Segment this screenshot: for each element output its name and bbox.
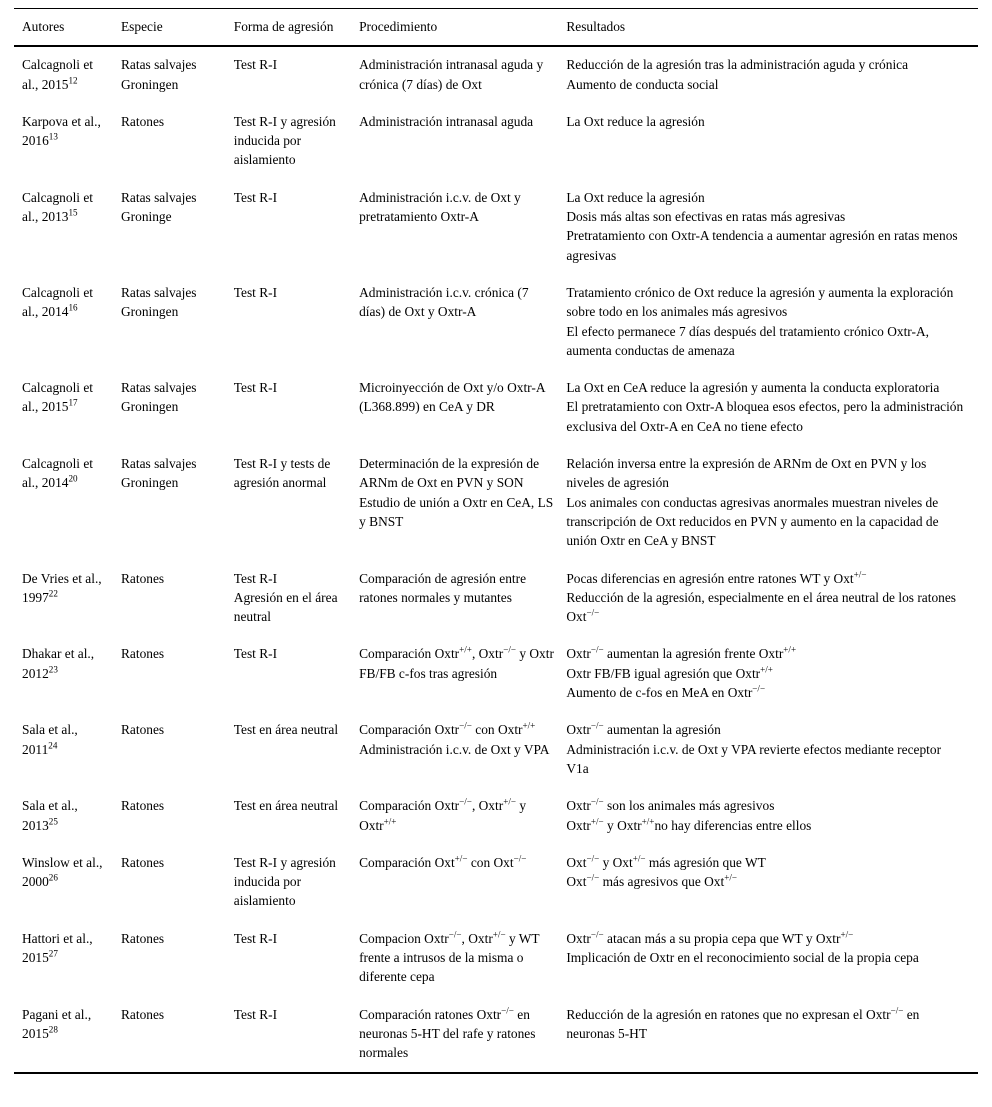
cell-resultados [566,788,978,845]
resultados-line: Oxtr−/− aumentan la agresión frente Oxtr+/+ [566,644,797,662]
header-row [14,9,978,47]
especie-line: Ratones [121,570,165,586]
cell-forma-de-agresion [234,712,359,788]
forma-line: Test R-I y agresión inducida por aislamiento [233,854,336,909]
resultados-line: Oxtr−/− son los animales más agresivos [566,796,775,814]
table-row [14,712,978,788]
procedimiento-line: Administración i.c.v. crónica (7 días) de Oxt y Oxtr-A [359,284,529,320]
autores-line: Pagani et al., 2015$^{28}$ [22,1006,92,1041]
cell-autores [14,180,121,275]
resultados-line: Oxtr−/− aumentan la agresión [566,720,721,738]
resultados-line: Aumento de c-fos en MeA en Oxtr−/− [566,683,766,701]
forma-line: Test R-I [233,189,278,205]
procedimiento-line: Comparación Oxt+/− con Oxt−/− [359,853,527,870]
procedimiento-line: Administración i.c.v. de Oxt y pretratamiento Oxtr-A [359,189,521,225]
table-row [14,788,978,845]
column-header-forma-de-agresion: Forma de agresión [234,9,359,47]
cell-procedimiento [359,446,566,560]
studies-table [14,8,978,1074]
cell-autores [14,845,121,921]
autores-line: Sala et al., 2013$^{25}$ [22,798,78,833]
especie-line: Ratones [121,798,165,814]
cell-autores [14,446,121,560]
resultados-line: La Oxt en CeA reduce la agresión y aumenta la conducta exploratoria [566,380,940,396]
cell-especie [121,845,234,921]
cell-autores [14,275,121,370]
cell-procedimiento [359,712,566,788]
especie-line: Ratas salvajes Groningen [121,284,197,320]
cell-especie [121,561,234,637]
cell-especie [121,46,234,104]
cell-autores [14,788,121,845]
resultados-line: Reducción de la agresión, especialmente en el área neutral de los ratones Oxt−/− [566,589,956,625]
forma-line: Test R-I [233,646,278,662]
cell-forma-de-agresion [234,46,359,104]
table-row [14,370,978,446]
cell-autores [14,46,121,104]
procedimiento-line: Comparación Oxtr−/−, Oxtr+/− y Oxtr+/+ [359,796,527,833]
resultados-line: El efecto permanece 7 días después del tratamiento crónico Oxtr-A, aumenta conductas de amenaza [566,323,929,358]
autores-line: Calcagnoli et al., 2014$^{16}$ [22,284,94,320]
forma-line: Test R-I [233,1006,278,1022]
cell-forma-de-agresion [234,275,359,370]
especie-line: Ratones [121,1006,165,1022]
cell-procedimiento [359,845,566,921]
autores-line: Calcagnoli et al., 2013$^{15}$ [22,189,94,225]
cell-procedimiento [359,180,566,275]
resultados-line: La Oxt reduce la agresión [566,113,705,129]
cell-forma-de-agresion [234,446,359,560]
column-header-autores: Autores [14,9,121,47]
autores-line: De Vries et al., 1997$^{22}$ [22,570,102,605]
procedimiento-line: Microinyección de Oxt y/o Oxtr-A (L368.899) en CeA y DR [359,380,545,415]
resultados-line: Relación inversa entre la expresión de ARNm de Oxt en PVN y los niveles de agresión [566,456,927,491]
resultados-line: Oxtr+/− y Oxtr+/+no hay diferencias entre ellos [566,816,812,833]
table-row [14,104,978,180]
cell-procedimiento [359,104,566,180]
cell-resultados [566,636,978,712]
procedimiento-line: Comparación de agresión entre ratones normales y mutantes [359,570,527,605]
cell-procedimiento [359,275,566,370]
cell-especie [121,712,234,788]
cell-autores [14,921,121,997]
resultados-line: La Oxt reduce la agresión [566,189,705,205]
cell-resultados [566,446,978,560]
table-body [14,46,978,1073]
especie-line: Ratas salvajes Groningen [121,456,197,491]
resultados-line: Oxt−/− y Oxt+/− más agresión que WT [566,853,766,870]
forma-line: Test R-I [233,284,278,300]
procedimiento-line: Administración i.c.v. de Oxt y VPA [359,741,550,757]
cell-procedimiento [359,788,566,845]
resultados-line: Dosis más altas son efectivas en ratas más agresivas [566,209,846,225]
forma-line: Test R-I [233,570,278,586]
cell-resultados [566,845,978,921]
table-row [14,636,978,712]
especie-line: Ratones [121,722,165,738]
resultados-line: Reducción de la agresión en ratones que no expresan el Oxtr−/− en neuronas 5-HT [566,1005,920,1041]
cell-especie [121,636,234,712]
column-header-especie: Especie [121,9,234,47]
especie-line: Ratones [121,646,165,662]
cell-forma-de-agresion [234,997,359,1074]
cell-especie [121,446,234,560]
cell-procedimiento [359,997,566,1074]
cell-procedimiento [359,46,566,104]
cell-especie [121,921,234,997]
autores-line: Sala et al., 2011$^{24}$ [22,722,78,757]
resultados-line: Los animales con conductas agresivas anormales muestran niveles de transcripción de Oxt reducidos en PVN y aumento en la capacidad de unión Oxtr en CeA y BNST [566,494,939,549]
autores-line: Calcagnoli et al., 2015$^{12}$ [22,57,94,92]
resultados-line: Tratamiento crónico de Oxt reduce la agresión y aumenta la exploración sobre todo en los animales más agresivos [566,284,954,320]
procedimiento-line: Administración intranasal aguda y crónica (7 días) de Oxt [359,57,544,92]
table-row [14,997,978,1074]
cell-especie [121,275,234,370]
cell-autores [14,370,121,446]
cell-resultados [566,997,978,1074]
resultados-line: Administración i.c.v. de Oxt y VPA revierte efectos mediante receptor V1a [566,741,942,776]
cell-forma-de-agresion [234,636,359,712]
cell-forma-de-agresion [234,845,359,921]
cell-forma-de-agresion [234,788,359,845]
especie-line: Ratones [121,113,165,129]
cell-autores [14,712,121,788]
resultados-line: Reducción de la agresión tras la administración aguda y crónica [566,57,909,73]
cell-especie [121,370,234,446]
cell-resultados [566,370,978,446]
cell-resultados [566,712,978,788]
cell-autores [14,997,121,1074]
cell-resultados [566,104,978,180]
forma-line: Test R-I [233,930,278,946]
autores-line: Dhakar et al., 2012$^{23}$ [22,646,95,681]
resultados-line: Pocas diferencias en agresión entre ratones WT y Oxt+/− [566,569,867,586]
forma-line: Test en área neutral [233,722,339,738]
resultados-line: Pretratamiento con Oxtr-A tendencia a aumentar agresión en ratas menos agresivas [566,228,958,263]
table-row [14,561,978,637]
procedimiento-line: Determinación de la expresión de ARNm de Oxt en PVN y SON [359,456,540,491]
autores-line: Hattori et al., 2015$^{27}$ [22,930,93,965]
especie-line: Ratas salvajes Groningen [121,57,197,92]
cell-forma-de-agresion [234,921,359,997]
forma-line: Test R-I y tests de agresión anormal [233,456,331,491]
autores-line: Calcagnoli et al., 2014$^{20}$ [22,456,94,491]
resultados-line: El pretratamiento con Oxtr-A bloquea esos efectos, pero la administración exclusiva del Oxtr-A en CeA no tiene efecto [566,399,964,434]
cell-especie [121,788,234,845]
especie-line: Ratones [121,854,165,870]
cell-forma-de-agresion [234,561,359,637]
cell-autores [14,636,121,712]
cell-resultados [566,180,978,275]
table-row [14,845,978,921]
cell-forma-de-agresion [234,104,359,180]
cell-procedimiento [359,370,566,446]
forma-line: Test R-I [233,380,278,396]
cell-procedimiento [359,561,566,637]
procedimiento-line: Comparación Oxtr−/− con Oxtr+/+ [359,720,536,738]
table-row [14,446,978,560]
cell-resultados [566,275,978,370]
resultados-line: Oxtr−/− atacan más a su propia cepa que WT y Oxtr+/− [566,929,854,946]
autores-line: Calcagnoli et al., 2015$^{17}$ [22,380,94,415]
cell-procedimiento [359,921,566,997]
autores-line: Winslow et al., 2000$^{26}$ [22,854,103,890]
especie-line: Ratas salvajes Groningen [121,380,197,415]
cell-procedimiento [359,636,566,712]
cell-forma-de-agresion [234,180,359,275]
column-header-procedimiento: Procedimiento [359,9,566,47]
table-header [14,9,978,47]
especie-line: Ratones [121,930,165,946]
procedimiento-line: Estudio de unión a Oxtr en CeA, LS y BNST [359,494,554,529]
column-header-resultados: Resultados [566,9,978,47]
procedimiento-line: Comparación Oxtr+/+, Oxtr−/− y Oxtr FB/FB c-fos tras agresión [359,644,554,681]
cell-especie [121,180,234,275]
procedimiento-line: Comparación ratones Oxtr−/− en neuronas 5-HT del rafe y ratones normales [359,1005,536,1061]
forma-line: Agresión en el área neutral [233,589,338,625]
procedimiento-line: Compacion Oxtr−/−, Oxtr+/− y WT frente a intrusos de la misma o diferente cepa [359,929,540,985]
table-row [14,46,978,104]
cell-forma-de-agresion [234,370,359,446]
resultados-line: Aumento de conducta social [566,76,719,92]
resultados-line: Oxtr FB/FB igual agresión que Oxtr+/+ [566,664,773,681]
procedimiento-line: Administración intranasal aguda [359,113,534,129]
cell-resultados [566,46,978,104]
cell-autores [14,561,121,637]
cell-resultados [566,561,978,637]
cell-resultados [566,921,978,997]
resultados-line: Oxt−/− más agresivos que Oxt+/− [566,872,738,890]
resultados-line: Implicación de Oxtr en el reconocimiento social de la propia cepa [566,949,919,965]
forma-line: Test R-I y agresión inducida por aislamiento [233,113,336,168]
autores-line: Karpova et al., 2016$^{13}$ [22,113,101,149]
forma-line: Test en área neutral [233,798,339,814]
cell-autores [14,104,121,180]
table-row [14,180,978,275]
table-row [14,921,978,997]
especie-line: Ratas salvajes Groninge [121,189,197,225]
cell-especie [121,104,234,180]
table-row [14,275,978,370]
cell-especie [121,997,234,1074]
forma-line: Test R-I [233,57,278,73]
